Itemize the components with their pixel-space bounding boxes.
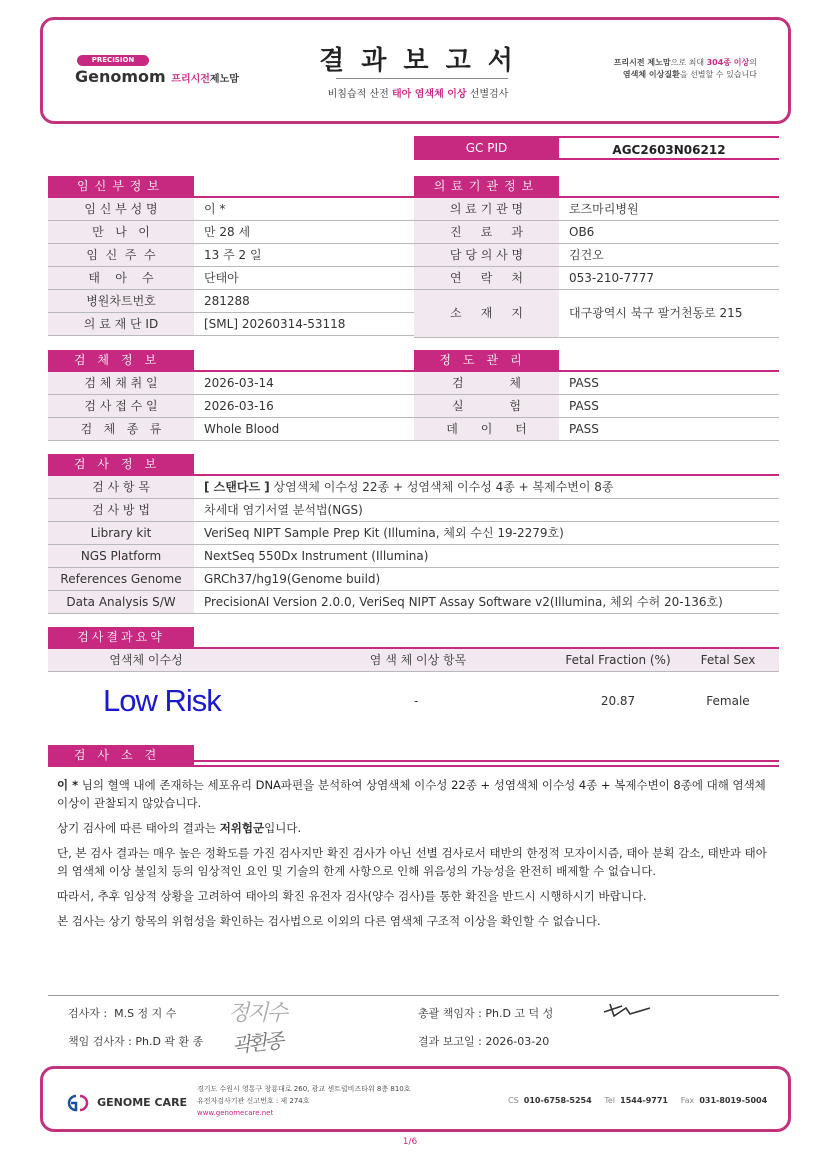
header-tagline: 프리시전 제노맘으로 최대 304종 이상의 염색체 이상질환을 선별할 수 있습니다	[613, 58, 757, 79]
section-heading: 의료기관정보	[414, 176, 559, 196]
footer-contacts: CS 010-6758-5254 Tel 1544-9771 Fax 031-8019-5004	[508, 1096, 768, 1105]
table-row	[48, 568, 779, 591]
result-low-risk: Low Risk	[103, 683, 221, 718]
row-value: 2026-03-14	[204, 376, 274, 390]
row-label: 의 료 기 관 명	[414, 198, 559, 220]
table-row	[414, 244, 779, 267]
result-fetal-fraction: 20.87	[600, 694, 636, 708]
row-label: 검 사 접 수 일	[48, 395, 194, 417]
row-label: 병원차트번호	[48, 290, 194, 312]
row-label: 검 사 방 법	[48, 499, 194, 521]
heading-line	[48, 765, 779, 767]
row-value: [ 스탠다드 ] 상염색체 이수성 22종 + 성염색체 이수성 4종 + 복제수변이 8종	[204, 480, 614, 494]
table-row	[48, 267, 414, 290]
result-abnormal: -	[414, 694, 419, 708]
section-specimen	[48, 350, 414, 442]
page-number: 1/6	[402, 1137, 418, 1147]
section-heading: 검체정보	[48, 350, 194, 370]
test-method-row	[48, 499, 779, 522]
row-label: 검 체 채 취 일	[48, 372, 194, 394]
row-value: [SML] 20260314-53118	[204, 317, 346, 331]
col-abnormal: 염 색 체 이상 항목	[369, 653, 467, 667]
row-label: 검 사 항 목	[48, 476, 194, 498]
table-row	[48, 522, 779, 545]
row-label: Data Analysis S/W	[48, 591, 194, 613]
table-row	[414, 290, 779, 338]
section-summary	[48, 627, 779, 762]
row-label: 데 이 터	[414, 418, 559, 440]
table-row	[414, 198, 779, 221]
table-row	[414, 395, 779, 418]
examiner: 검사자 : M.S 정 지 수	[68, 1007, 177, 1020]
table-row	[48, 591, 779, 614]
row-value: 281288	[204, 294, 250, 308]
row-value: 차세대 염기서열 분석법(NGS)	[204, 503, 363, 517]
section-pregnant	[48, 176, 414, 338]
row-label: 태 아 수	[48, 267, 194, 289]
table-row	[48, 221, 414, 244]
row-label: 임 신 부 성 명	[48, 198, 194, 220]
section-heading: 정도관리	[414, 350, 559, 370]
gcpid-label: GC PID	[414, 136, 559, 160]
section-qc	[414, 350, 779, 442]
row-label: Library kit	[48, 522, 194, 544]
row-label: 만 나 이	[48, 221, 194, 243]
row-value: 대구광역시 북구 팔거천동로 215	[569, 306, 743, 320]
row-label: 실 험	[414, 395, 559, 417]
row-value: 2026-03-16	[204, 399, 274, 413]
row-value: 만 28 세	[204, 225, 251, 239]
row-label: 임 신 주 수	[48, 244, 194, 266]
finding-paragraph-4: 따라서, 추후 임상적 상황을 고려하여 태아의 확진 유전자 검사(양수 검사)를 통한 확진을 반드시 시행하시기 바랍니다.	[57, 889, 647, 903]
table-row	[48, 372, 414, 395]
row-value: PrecisionAI Version 2.0.0, VeriSeq NIPT Assay Software v2(Illumina, 체외 수허 20-136호)	[204, 595, 723, 609]
row-value: 13 주 2 일	[204, 248, 262, 262]
precision-badge: PRECISION	[77, 55, 149, 66]
row-value: PASS	[569, 399, 599, 413]
row-value: 053-210-7777	[569, 271, 655, 285]
table-row	[414, 221, 779, 244]
section-test	[48, 454, 779, 618]
signature-top-line	[48, 995, 779, 996]
finding-paragraph-1: 이 * 님의 혈액 내에 존재하는 세포유리 DNA파편을 분석하여 상염색체 이수성 22종 + 성염색체 이수성 4종 + 복제수변이 8종에 대해 염색체 이상이 관찰되지 않았습니다.	[57, 778, 766, 810]
report-subtitle: 비침습적 산전 태아 염색체 이상 선별검사	[327, 89, 509, 100]
title-underline	[336, 78, 508, 79]
table-row	[48, 198, 414, 221]
row-label: 진 료 과	[414, 221, 559, 243]
section-heading: 검사결과요약	[48, 627, 194, 647]
row-label: NGS Platform	[48, 545, 194, 567]
row-label: 담 당 의 사 명	[414, 244, 559, 266]
report-date: 결과 보고일 : 2026-03-20	[418, 1035, 550, 1048]
row-value: 로즈마리병원	[569, 202, 639, 216]
footer-address-block	[197, 1083, 411, 1119]
row-label: 검 체	[414, 372, 559, 394]
section-institution	[414, 176, 779, 338]
table-row	[414, 372, 779, 395]
chief-signature: 곽환종	[231, 1028, 283, 1058]
footer-website[interactable]: www.genomecare.net	[197, 1109, 274, 1117]
report-title: 결 과 보 고 서	[319, 46, 517, 76]
finding-paragraph-5: 본 검사는 상기 항목의 위험성을 확인하는 검사법으로 이외의 다른 염색체 구조적 이상을 확인할 수 없습니다.	[57, 914, 601, 928]
row-value: 이 *	[204, 202, 226, 216]
finding-paragraph-2: 상기 검사에 따른 태아의 결과는 저위험군입니다.	[57, 821, 302, 835]
director: 총괄 책임자 : Ph.D 고 덕 성	[418, 1007, 554, 1020]
row-value: VeriSeq NIPT Sample Prep Kit (Illumina, 체외 수신 19-2279호)	[204, 526, 564, 540]
row-label: 소 재 지	[414, 290, 559, 337]
result-fetal-sex: Female	[706, 694, 750, 708]
footer-address: 경기도 수원시 영통구 창룡대로 260, 광교 센트럴비즈타워 8층 810호	[197, 1085, 411, 1093]
row-value: OB6	[569, 225, 595, 239]
col-aneuploidy: 염색체 이수성	[109, 653, 183, 667]
table-row	[48, 290, 414, 313]
row-value: NextSeq 550Dx Instrument (Illumina)	[204, 549, 429, 563]
col-fetal-sex: Fetal Sex	[700, 653, 756, 667]
row-value: 김건오	[569, 248, 604, 262]
finding-paragraph-3: 단, 본 검사 결과는 매우 높은 정확도를 가진 검사지만 확진 검사가 아닌 선별 검사로서 태반의 한정적 모자이시즘, 태아 분획 감소, 태반과 태아의 염색체 이상 불일치 등의 임상적인 요인 및 기술의 한계 사항으로 인해 위음성의 가능성을 완전히 배제할 수 없습니다.	[57, 846, 767, 878]
row-label: 연 락 처	[414, 267, 559, 289]
row-value: GRCh37/hg19(Genome build)	[204, 572, 381, 586]
section-heading: 검사정보	[48, 454, 194, 474]
table-row	[48, 418, 414, 441]
table-row	[48, 244, 414, 267]
section-heading: 임신부정보	[48, 176, 194, 196]
footer-license: 유전자검사기관 신고번호 : 제 274호	[197, 1097, 310, 1105]
test-item-row	[48, 476, 779, 499]
gcpid-value: AGC2603N06212	[559, 136, 779, 160]
section-heading: 검사소견	[48, 745, 194, 765]
brand-logo: Genomom 프리시전제노맘	[75, 67, 239, 86]
director-signature	[600, 998, 656, 1022]
genomecare-logo: GENOME CARE	[64, 1092, 187, 1113]
summary-header-row	[48, 649, 779, 672]
row-value: Whole Blood	[204, 422, 280, 436]
findings-text	[57, 776, 777, 930]
row-label: 의 료 재 단 ID	[48, 313, 194, 335]
row-value: PASS	[569, 376, 599, 390]
table-row	[414, 267, 779, 290]
table-row	[48, 313, 414, 336]
examiner-signature: 정지수	[228, 1001, 286, 1026]
table-row	[48, 395, 414, 418]
row-value: 단태아	[204, 271, 239, 285]
genomecare-icon	[64, 1093, 92, 1113]
table-row	[48, 545, 779, 568]
table-row	[414, 418, 779, 441]
chief-examiner: 책임 검사자 : Ph.D 곽 환 종	[68, 1035, 204, 1048]
row-label: 검 체 종 류	[48, 418, 194, 440]
row-value: PASS	[569, 422, 599, 436]
row-label: References Genome	[48, 568, 194, 590]
col-fetal-fraction: Fetal Fraction (%)	[565, 653, 671, 667]
